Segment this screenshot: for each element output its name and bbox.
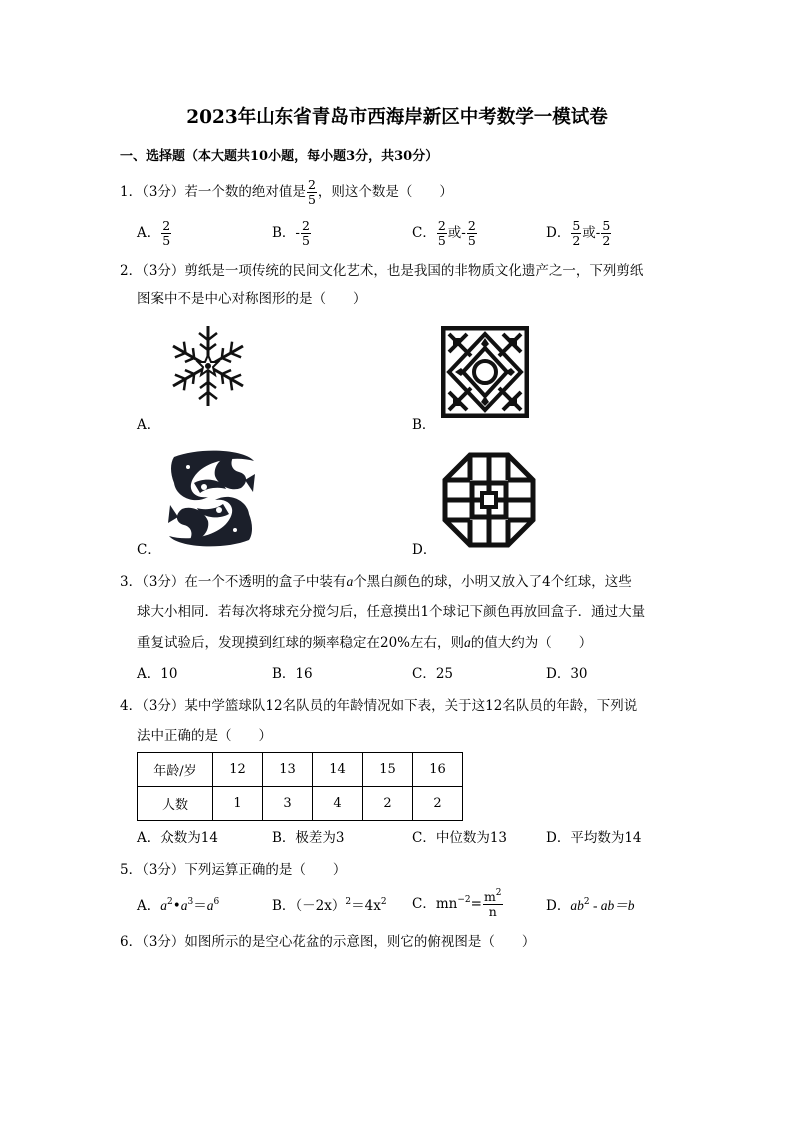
table-cell: 13 <box>263 753 313 787</box>
q3-line1-part2: 个黑白颜色的球，小明又放入了4个红球，这些 <box>353 574 632 590</box>
q5-a-dot: • <box>172 898 181 914</box>
q1-d-den2: 2 <box>602 233 611 248</box>
q5-a-base1: a <box>160 898 167 913</box>
q1-option-b[interactable] <box>272 219 312 248</box>
q5-option-c-label: C． <box>412 896 436 912</box>
q5-c-num-exp: 2 <box>495 888 502 898</box>
q1-option-a[interactable] <box>137 219 172 248</box>
q5-c-fraction <box>483 890 503 919</box>
q4-option-a[interactable]: A．众数为14 <box>137 830 218 846</box>
table-row <box>138 787 463 821</box>
q5-option-d-label: D． <box>546 898 571 914</box>
q1-frac-den: 5 <box>307 192 316 207</box>
q1-c-fraction2 <box>467 219 477 248</box>
q1-stem-prefix: 1．（3分）若一个数的绝对值是 <box>120 184 306 200</box>
q1-stem-suffix: ，则这个数是（ ） <box>317 184 453 200</box>
snowflake-papercut-icon <box>165 323 251 409</box>
q1-a-num: 2 <box>162 218 171 233</box>
table-cell: 人数 <box>138 787 213 821</box>
q1-option-c[interactable] <box>412 219 478 248</box>
q4-option-d[interactable]: D．平均数为14 <box>546 830 642 846</box>
q5-a-base3: a <box>206 898 214 913</box>
q5-d-ab: ab <box>570 898 584 913</box>
q1-d-minus: - <box>595 225 601 241</box>
table-cell: 年龄/岁 <box>138 753 213 787</box>
q5-a-exp2: 3 <box>187 897 194 907</box>
q1-d-or: 或 <box>582 225 596 241</box>
question-6-stem: 6．（3分）如图所示的是空心花盆的示意图，则它的俯视图是（ ） <box>120 934 536 950</box>
q1-d-num2: 5 <box>602 218 611 233</box>
q3-line1-part1: 3．（3分）在一个不透明的盒子中装有 <box>120 574 347 590</box>
q1-fraction <box>307 178 317 207</box>
section-heading: 一、选择题（本大题共10小题，每小题3分，共30分） <box>120 149 439 164</box>
table-row <box>138 753 463 787</box>
q5-d-exp: 2 <box>583 897 590 907</box>
q5-option-d[interactable] <box>546 897 635 915</box>
q3-variable-a: a <box>346 574 354 589</box>
q1-option-a-label: A． <box>137 225 161 241</box>
q3-variable-a2: a <box>464 635 471 650</box>
q2-option-d[interactable]: D． <box>412 542 437 558</box>
table-cell: 3 <box>263 787 313 821</box>
q1-option-c-label: C． <box>412 225 436 241</box>
q3-line3-part2: 的值大约为（ ） <box>470 635 593 651</box>
question-1-stem <box>120 178 453 207</box>
q2-option-a[interactable]: A． <box>137 417 161 433</box>
q1-a-den: 5 <box>162 233 171 248</box>
q5-b-exp2: 2 <box>380 897 387 907</box>
table-cell: 15 <box>363 753 413 787</box>
q5-option-a[interactable] <box>137 897 219 915</box>
q1-b-minus: - <box>295 225 300 241</box>
table-cell: 1 <box>213 787 263 821</box>
question-5-stem: 5．（3分）下列运算正确的是（ ） <box>120 862 347 878</box>
table-cell: 16 <box>413 753 463 787</box>
q5-option-a-label: A． <box>137 898 161 914</box>
q4-option-b[interactable]: B．极差为3 <box>272 830 345 846</box>
fish-swirl-papercut-icon <box>164 447 259 550</box>
question-2-line1: 2．（3分）剪纸是一项传统的民间文化艺术，也是我国的非物质文化遗产之一，下列剪纸 <box>120 263 644 279</box>
q5-option-b-label: B． <box>272 898 296 914</box>
q1-a-fraction <box>161 219 171 248</box>
q5-c-mn: mn <box>435 896 458 912</box>
q5-option-c[interactable] <box>412 890 504 919</box>
table-cell: 12 <box>213 753 263 787</box>
q1-b-num: 2 <box>301 218 310 233</box>
question-2-line2: 图案中不是中心对称图形的是（ ） <box>137 291 367 307</box>
square-lattice-papercut-icon <box>441 326 529 418</box>
question-3-line1 <box>120 573 632 591</box>
question-3-line3 <box>137 634 592 652</box>
octagon-window-papercut-icon <box>442 452 536 548</box>
q5-b-eq: ＝4x <box>351 898 381 914</box>
q5-a-base2: a <box>180 898 188 913</box>
q3-line3-part1: 重复试验后，发现摸到红球的频率稳定在20%左右，则 <box>137 635 465 651</box>
q5-c-num-m: m <box>483 889 496 904</box>
q1-c-fraction1 <box>437 219 447 248</box>
q5-a-exp3: 6 <box>213 897 220 907</box>
q5-option-b[interactable] <box>272 897 387 915</box>
q2-option-b[interactable]: B． <box>412 417 436 433</box>
q1-option-b-label: B． <box>272 225 296 241</box>
table-cell: 14 <box>313 753 363 787</box>
q1-c-den2: 5 <box>467 233 476 248</box>
q1-option-d-label: D． <box>546 225 571 241</box>
table-cell: 2 <box>413 787 463 821</box>
q1-b-fraction <box>301 219 311 248</box>
q2-option-c[interactable]: C． <box>137 542 161 558</box>
q1-c-num2: 2 <box>467 218 476 233</box>
q3-option-d[interactable]: D．30 <box>546 666 588 682</box>
q5-b-exp: 2 <box>345 897 352 907</box>
q1-c-num1: 2 <box>437 218 446 233</box>
question-3-line2: 球大小相同．若每次将球充分搅匀后，任意摸出1个球记下颜色再放回盒子．通过大量 <box>137 604 646 620</box>
q5-c-num <box>483 890 503 905</box>
page-title: 2023年山东省青岛市西海岸新区中考数学一模试卷 <box>186 107 608 128</box>
question-4-line2: 法中正确的是（ ） <box>137 728 272 744</box>
q5-c-eq: = <box>470 896 482 912</box>
q5-b-expr: （－2x） <box>295 898 346 914</box>
age-table <box>137 752 463 821</box>
q5-d-rest: - ab＝b <box>589 898 635 913</box>
q3-option-b[interactable]: B．16 <box>272 666 313 682</box>
q1-b-den: 5 <box>301 233 310 248</box>
q1-d-num1: 5 <box>572 218 581 233</box>
q1-c-den1: 5 <box>437 233 446 248</box>
q1-c-minus: - <box>461 225 466 241</box>
q4-option-c[interactable]: C．中位数为13 <box>412 830 508 846</box>
q1-d-fraction2 <box>601 219 611 248</box>
q1-frac-num: 2 <box>307 177 316 192</box>
q5-c-exp: −2 <box>457 895 471 905</box>
question-4-line1: 4．（3分）某中学篮球队12名队员的年龄情况如下表，关于这12名队员的年龄，下列说 <box>120 698 638 714</box>
table-cell: 2 <box>363 787 413 821</box>
q5-a-exp1: 2 <box>167 897 173 907</box>
q1-c-or: 或 <box>447 225 462 241</box>
q1-d-fraction1 <box>571 219 581 248</box>
q3-option-c[interactable]: C．25 <box>412 666 454 682</box>
q5-a-eq: ＝ <box>193 898 207 914</box>
q1-option-d[interactable] <box>546 219 612 248</box>
table-cell: 4 <box>313 787 363 821</box>
q3-option-a[interactable]: A．10 <box>137 666 178 682</box>
q1-d-den1: 2 <box>572 233 581 248</box>
q5-c-den: n <box>488 904 497 919</box>
